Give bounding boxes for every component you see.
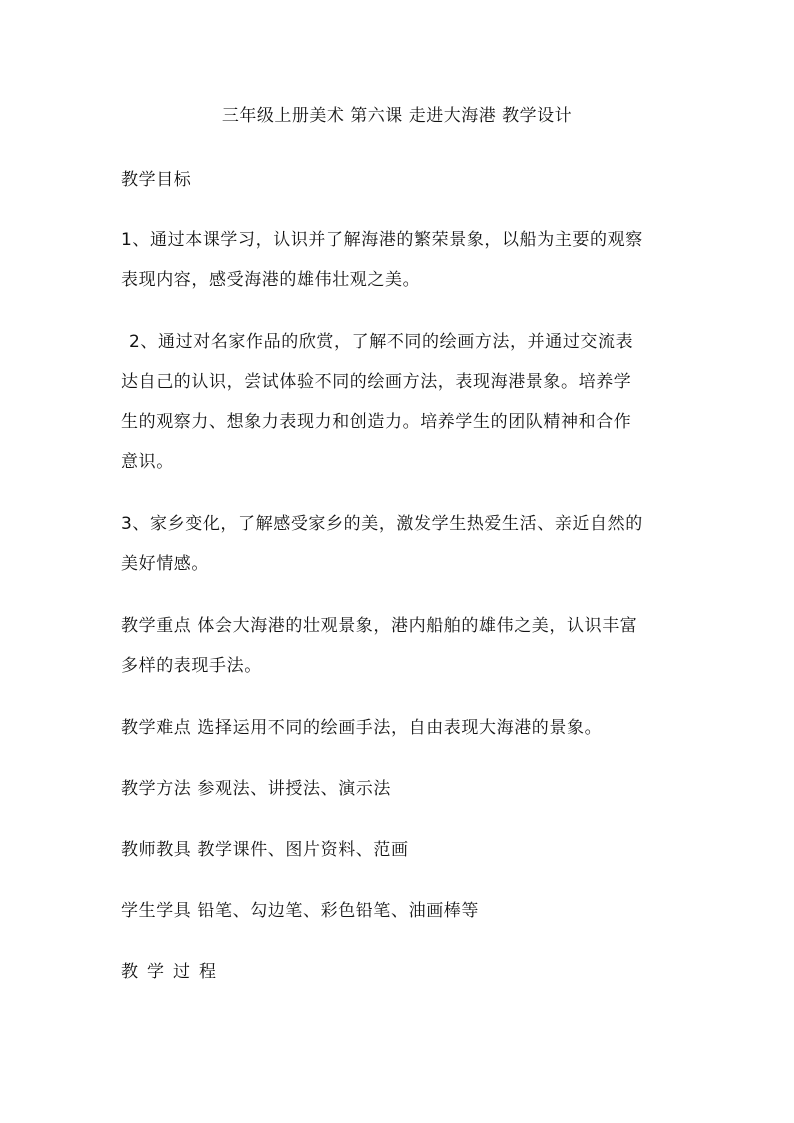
paragraph-line: 教学方法 参观法、讲授法、演示法 — [121, 779, 392, 799]
paragraph-line: 意识。 — [121, 452, 174, 472]
paragraph-line: 3、家乡变化，了解感受家乡的美，激发学生热爱生活、亲近自然的 — [121, 514, 643, 534]
paragraph-line: 达自己的认识，尝试体验不同的绘画方法，表现海港景象。培养学 — [121, 372, 632, 392]
paragraph-line: 教学难点 选择运用不同的绘画手法，自由表现大海港的景象。 — [121, 718, 603, 738]
paragraph-line: 2、通过对名家作品的欣赏，了解不同的绘画方法，并通过交流表 — [129, 332, 634, 352]
section-heading-objectives: 教学目标 — [121, 170, 192, 190]
paragraph-line: 教师教具 教学课件、图片资料、范画 — [121, 840, 409, 860]
paragraph-line: 表现内容，感受海港的雄伟壮观之美。 — [121, 270, 421, 290]
section-heading-process: 教学过程 — [121, 962, 225, 982]
paragraph-line: 多样的表现手法。 — [121, 656, 262, 676]
document-title: 三年级上册美术 第六课 走进大海港 教学设计 — [221, 106, 573, 126]
paragraph-line: 1、通过本课学习，认识并了解海港的繁荣景象，以船为主要的观察 — [121, 230, 643, 250]
paragraph-line: 教学重点 体会大海港的壮观景象，港内船舶的雄伟之美，认识丰富 — [121, 616, 638, 636]
paragraph-line: 生的观察力、想象力表现力和创造力。培养学生的团队精神和合作 — [121, 412, 632, 432]
paragraph-line: 学生学具 铅笔、勾边笔、彩色铅笔、油画棒等 — [121, 901, 480, 921]
paragraph-line: 美好情感。 — [121, 554, 209, 574]
